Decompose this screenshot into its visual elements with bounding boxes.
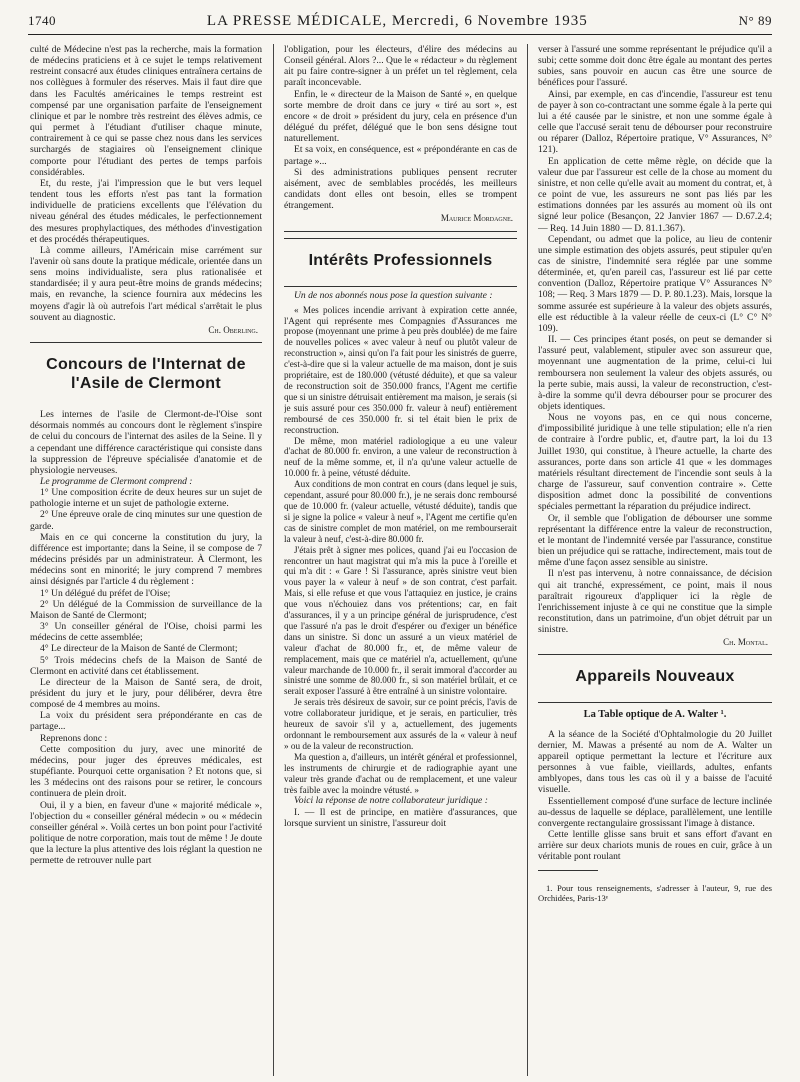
issue-number: N° 89 — [738, 13, 772, 28]
article-paragraph: Là comme ailleurs, l'Américain mise carrément sur l'avenir où sans doute la pratique médicale, orientée dans un sens moins individualiste, sera plus rationalisée et standardisée; il y aura peut-être moins de grands médecins; mais, en revanche, la science fournira aux médecins les moyens d'agir là où autrefois l'art médical s'arrêtait le plus souvent au diagnostic. — [30, 244, 262, 323]
article-paragraph: Si des administrations publiques pensent recruter aisément, avec de semblables procédés, les meilleurs candidats dont elles ont besoin, elles se trompent étrangement. — [284, 166, 517, 212]
article-paragraph: I. — Il est de principe, en matière d'assurances, que lorsque survient un sinistre, l'assureur doit — [284, 806, 517, 829]
article-signature: Ch. Montal. — [723, 637, 768, 648]
article-paragraph: Oui, il y a bien, en faveur d'une « majorité médicale », l'objection du « conseiller général médecin » ou « médecin conseiller général ». Voilà certes un bon point pour l'activité politique de notre corporation, mais tout de même ! Je doute que la lecture la plus attentive des lois réglant la question ne permette de retrouver nulle part — [30, 799, 262, 867]
article-paragraph: Et, du reste, j'ai l'impression que le but vers lequel tendent tous les efforts n'est pas tant la formation individuelle de praticiens excellents que l'élévation du niveau général des études médicales, le perfectionnement des mesures prophylactiques, des méthodes d'investigation et des procédés thérapeutiques. — [30, 177, 262, 245]
article-paragraph: 1° Une composition écrite de deux heures sur un sujet de pathologie interne et un sujet de pathologie externe. — [30, 487, 262, 510]
article-paragraph: Or, il semble que l'obligation de débourser une somme représentant la différence entre la valeur de reconstruction, et le montant de l'indemnité versée par l'assurance, constitue bien un préjudice qui se rattache, indirectement, mais tout de même d'une façon assez sensible au sinistre. — [538, 512, 772, 569]
article-paragraph: Et sa voix, en conséquence, est « prépondérante en cas de partage »... — [284, 144, 517, 167]
article-paragraph: Cependant, ou admet que la police, au lieu de contenir une simple estimation des objets assurés, peut stipuler qu'en cas de sinistre, l'indemnité sera réglée par une somme déterminée, et, qu'en pareil cas, l'assureur est lié par cette convention (Dalloz, Répertoire pratique V° Assurances N° 108; — Req. 3 Mars 1879 — D. P. 80.1.23). Mais, lorsque la somme assurée est supérieure à la valeur des objets assurés, elle est réductible à la valeur réelle de ceux-ci (L° C° N° 109). — [538, 233, 772, 334]
article-paragraph: A la séance de la Société d'Ophtalmologie du 20 Juillet dernier, M. Mawas a présenté au nom de A. Walter un appareil optique permettant la lecture et l'écriture aux personnes à vue faible, vieillards, adultes, enfants amblyopes, dans tous les cas où il y a baisse de l'acuité visuelle. — [538, 728, 772, 796]
footnote: 1. Pour tous renseignements, s'adresser à l'auteur, 9, rue des Orchidées, Paris-13ᵉ — [538, 883, 772, 904]
article-paragraph: 2° Une épreuve orale de cinq minutes sur une question de garde. — [30, 509, 262, 532]
column-rule-right — [527, 44, 528, 1076]
article-paragraph: Le programme de Clermont comprend : — [40, 476, 193, 487]
section-divider — [538, 702, 772, 703]
article-paragraph: verser à l'assuré une somme représentant le préjudice qu'il a subi; cette somme doit donc être égale au montant des pertes subies, sans pouvoir en aucun cas être une source de bénéfices pour l'assuré. — [538, 44, 772, 89]
reply-intro: Voici la réponse de notre collaborateur juridique : — [294, 795, 488, 807]
article-paragraph: Il n'est pas intervenu, à notre connaissance, de décision qui ait tranché, expressément, ce point, mais il nous paraîtrait rigoureux d'appliquer ici la règle de l'enrichissement injuste à ce qui ne constitue que la simple reconstitution, dans un patrimoine, d'un objet détruit par un sinistre. — [538, 568, 772, 636]
section-title-interets: Intérêts Professionnels — [308, 251, 493, 269]
quoted-paragraph: Aux conditions de mon contrat en cours (dans lequel je suis, cependant, assuré pour 80.000 fr.), je ne serais donc remboursé que de 10.000 fr. (valeur actuelle, vétusté déduite), tandis que si je signe la police « valeur à neuf », l'Agent me certifie qu'en cas de sinistre complet de mon matériel, on me rembourserait la valeur à neuf, c'est-à-dire 80.000 fr. — [284, 479, 517, 544]
article-paragraph: 1° Un délégué du préfet de l'Oise; — [40, 587, 171, 599]
quoted-paragraph: « Mes polices incendie arrivant à expiration cette année, l'Agent qui représente mes Compagnies d'Assurances me propose (moyennant une prime à peu près doublée) de me faire de nouvelles polices « avec valeur à neuf ou plutôt valeur de reconstruction », ainsi qu'on l'a fait pour les sinistrés de guerre, c'est-à-dire que si la valeur actuelle de ma maison, dont je suis propriétaire, est de 180.000 (vétusté déduite), et que sa valeur de reconstruction soit de 350.000 francs, l'Agent me certifie que si un sinistre détruisait entièrement ma maison, je serais (si je suis assuré pour ces 350.000 fr. valeur à neuf) entièrement remboursé de ces 350.000 fr. si tel était bien le prix de reconstruction. — [284, 304, 517, 435]
article-signature: Maurice Mordagne. — [440, 213, 513, 224]
page-number: 1740 — [28, 13, 56, 28]
article-paragraph: Cette lentille glisse sans bruit et sans effort d'avant en arrière sur deux chariots munis de roues en cuir, grâce à un véritable pont roulant — [538, 829, 772, 863]
article-paragraph: Les internes de l'asile de Clermont-de-l'Oise sont désormais nommés au concours dont le règlement s'inspire de celui du concours de l'internat des asiles de la Seine. Il y a cependant une différence caractéristique qui consiste dans la suppression de l'épreuve spécialisée d'anatomie et de physiologie nerveuses. — [30, 409, 262, 476]
section-divider — [538, 654, 772, 655]
article-paragraph: Ainsi, par exemple, en cas d'incendie, l'assureur est tenu de payer à son co-contractant une somme égale à la perte qui lui a été causée par le sinistre, et non une somme égale à celle que l'accusé serait tenu de débourser pour reconstruire ou réparer (Dalloz, Répertoire pratique, V° Assurances, N° 121). — [538, 88, 772, 156]
article-paragraph: Nous ne voyons pas, en ce qui nous concerne, d'impossibilité juridique à une telle stipulation; elle n'a rien de contraire à l'ordre public, et, d'autre part, la loi du 13 Juillet 1930, qui constitue, à l'heure actuelle, la charte des assurances, porte dans son article 41 que « les dommages matériels résultant directement de l'incendie sont seuls à la charge de l'assureur, sauf convention contraire ». Cette disposition admet donc la possibilité de conventions spéciales permettant la réparation du préjudice indirect. — [538, 412, 772, 513]
article-intro: Un de nos abonnés nous pose la question suivante : — [294, 289, 493, 301]
column-2 — [284, 44, 517, 1076]
page-header — [28, 8, 772, 35]
quoted-paragraph: De même, mon matériel radiologique a eu une valeur d'achat de 80.000 fr. environ, a une valeur de reconstruction à neuf de la même somme, et, il n'a qu'une valeur actuelle de 10.000 fr. à peine, vétusté déduite. — [284, 435, 517, 479]
article-paragraph: En application de cette même règle, on décide que la valeur due par l'assureur est celle de la chose au moment du sinistre, et non celle qu'elle avait au moment du contrat, et, à ce point de vue, les assureurs ne sont pas liés par les estimations données par les assurés au moment où ils ont signé leur police (Besançon, 22 Janvier 1867 — D.67.2.4; — Req. 14 Juin 1880 — D. 81.1.367). — [538, 155, 772, 234]
article-paragraph: Le directeur de la Maison de Santé sera, de droit, président du jury et le jury, pour délibérer, devra être composé de 4 membres au moins. — [30, 676, 262, 711]
section-divider — [284, 231, 517, 232]
quoted-paragraph: Je serais très désireux de savoir, sur ce point précis, l'avis de votre collaborateur juridique, et je serais, en particulier, très heureux de savoir s'il y a, actuellement, des jugements ordonnant le remboursement aux assurés de la « valeur à neuf » ou de la valeur de reconstruction. — [284, 697, 517, 751]
article-paragraph: La voix du président sera prépondérante en cas de partage... — [30, 710, 262, 733]
article-paragraph: Enfin, le « directeur de la Maison de Santé », en quelque sorte membre de droit dans ce jury « tiré au sort », est encore « de droit » président du jury, cela en présence d'un délégué du préfet, délégué que le bon sens désigne tout naturellement. — [284, 88, 517, 145]
section-divider — [284, 286, 517, 287]
section-divider — [284, 238, 517, 239]
article-signature: Ch. Oberling. — [208, 324, 258, 335]
section-divider — [30, 342, 262, 343]
article-paragraph: Essentiellement composé d'une surface de lecture inclinée au-dessus de laquelle se déplace, parallèlement, une lentille convergente rectangulaire grossissant l'image à distance. — [538, 795, 772, 829]
article-paragraph: 4° Le directeur de la Maison de Santé de Clermont; — [40, 643, 238, 655]
article-paragraph: 2° Un délégué de la Commission de surveillance de la Maison de Santé de Clermont; — [30, 598, 262, 621]
article-subtitle: La Table optique de A. Walter ¹. — [583, 709, 727, 721]
article-paragraph: l'obligation, pour les électeurs, d'élire des médecins au Conseil général. Alors ?... Que le « rédacteur » du règlement ait pu faire contre-signer à un préfet un tel règlement, cela paraît inconcevable. — [284, 44, 517, 89]
article-paragraph: II. — Ces principes étant posés, on peut se demander si l'assuré peut, valablement, stipuler avec son assureur que, moyennant une augmentation de la prime, celui-ci lui remboursera non seulement la valeur des objets assurés, ou la perte subie, mais aussi, la valeur de reconstruction, c'est-à-dire la somme qu'il devra débourser pour se procurer des objets identiques. — [538, 334, 772, 412]
article-paragraph: culté de Médecine n'est pas la recherche, mais la formation de médecins praticiens et à ce sujet le temps relativement restreint consacré aux études cliniques entraînera certains de nos collègues à formuler des réserves. Mais il faut dire que dans les Facultés américaines le temps restreint est compensé par une organisation parfaite de l'enseignement clinique et par le nombre très restreint des élèves admis, ce qui permet à l'étudiant d'utiliser chaque minute, contrairement à ce qui se passe chez nous dans les services surchargés de stagiaires où l'enseignement clinique comporte pour l'étudiant des pertes de temps parfois considérables. — [30, 44, 262, 178]
section-title-appareils: Appareils Nouveaux — [575, 668, 735, 686]
section-title-internat: Concours de l'Internat de l'Asile de Clermont — [46, 356, 246, 393]
column-3 — [538, 44, 772, 1076]
journal-title: LA PRESSE MÉDICALE, Mercredi, 6 Novembre 1935 — [206, 12, 588, 29]
article-paragraph: Mais en ce qui concerne la constitution du jury, la différence est importante; dans la Seine, il se compose de 7 médecins présidés par un administrateur. À Clermont, les médecins sont en minorité; le jury comprend 7 membres ainsi désignés par l'article 4 du règlement : — [30, 531, 262, 588]
quoted-paragraph: J'étais prêt à signer mes polices, quand j'ai eu l'occasion de rencontrer un haut magistrat qui m'a mis la puce à l'oreille et qui m'a dit : « Gare ! Si l'assurance, après sinistre veut bien vous payer la « valeur à neuf » de son contrat, c'est parfait. Mais, si elle refuse et que vous l'attaquiez en justice, je crains que vous n'échouiez dans vos prétentions; car, en fait d'assurances, il y a un principe général de jurisprudence, c'est que l'assuré n'a pas le droit d'espérer ou d'exiger un bénéfice dans un sinistre. Si donc un assuré a un vieux matériel de valeur d'achat de 80.000 fr., et, de même valeur de remplacement, mais que ce matériel n'a, actuellement, qu'une valeur marchande de 10.000 fr., il serait immoral d'accorder au sinistré une somme de 80.000 fr., si son matériel brûlait, et ce serait exposer l'assuré à être entraîné à un sinistre volontaire. — [284, 544, 517, 697]
article-paragraph: Cette composition du jury, avec une minorité de médecins, pour juger des épreuves médicales, est stupéfiante. Pourquoi cette organisation ? Et notons que, si les 3 médecins ont des raisons pour se retirer, le concours continuera de plein droit. — [30, 743, 262, 800]
article-paragraph: 3° Un conseiller général de l'Oise, choisi parmi les médecins de cette assemblée; — [30, 621, 262, 644]
column-rule-left — [273, 44, 274, 1076]
article-paragraph: Reprenons donc : — [40, 732, 108, 744]
quoted-paragraph: Ma question a, d'ailleurs, un intérêt général et professionnel, les instruments de chirurgie et de radiographie ayant une valeur très grande d'achat ou de remplacement, et une valeur très faible avec la moindre vétusté. » — [284, 751, 517, 795]
footnote-divider — [538, 870, 598, 871]
article-paragraph: 5° Trois médecins chefs de la Maison de Santé de Clermont en activité dans cet établissement. — [30, 654, 262, 677]
column-1 — [30, 44, 262, 1076]
